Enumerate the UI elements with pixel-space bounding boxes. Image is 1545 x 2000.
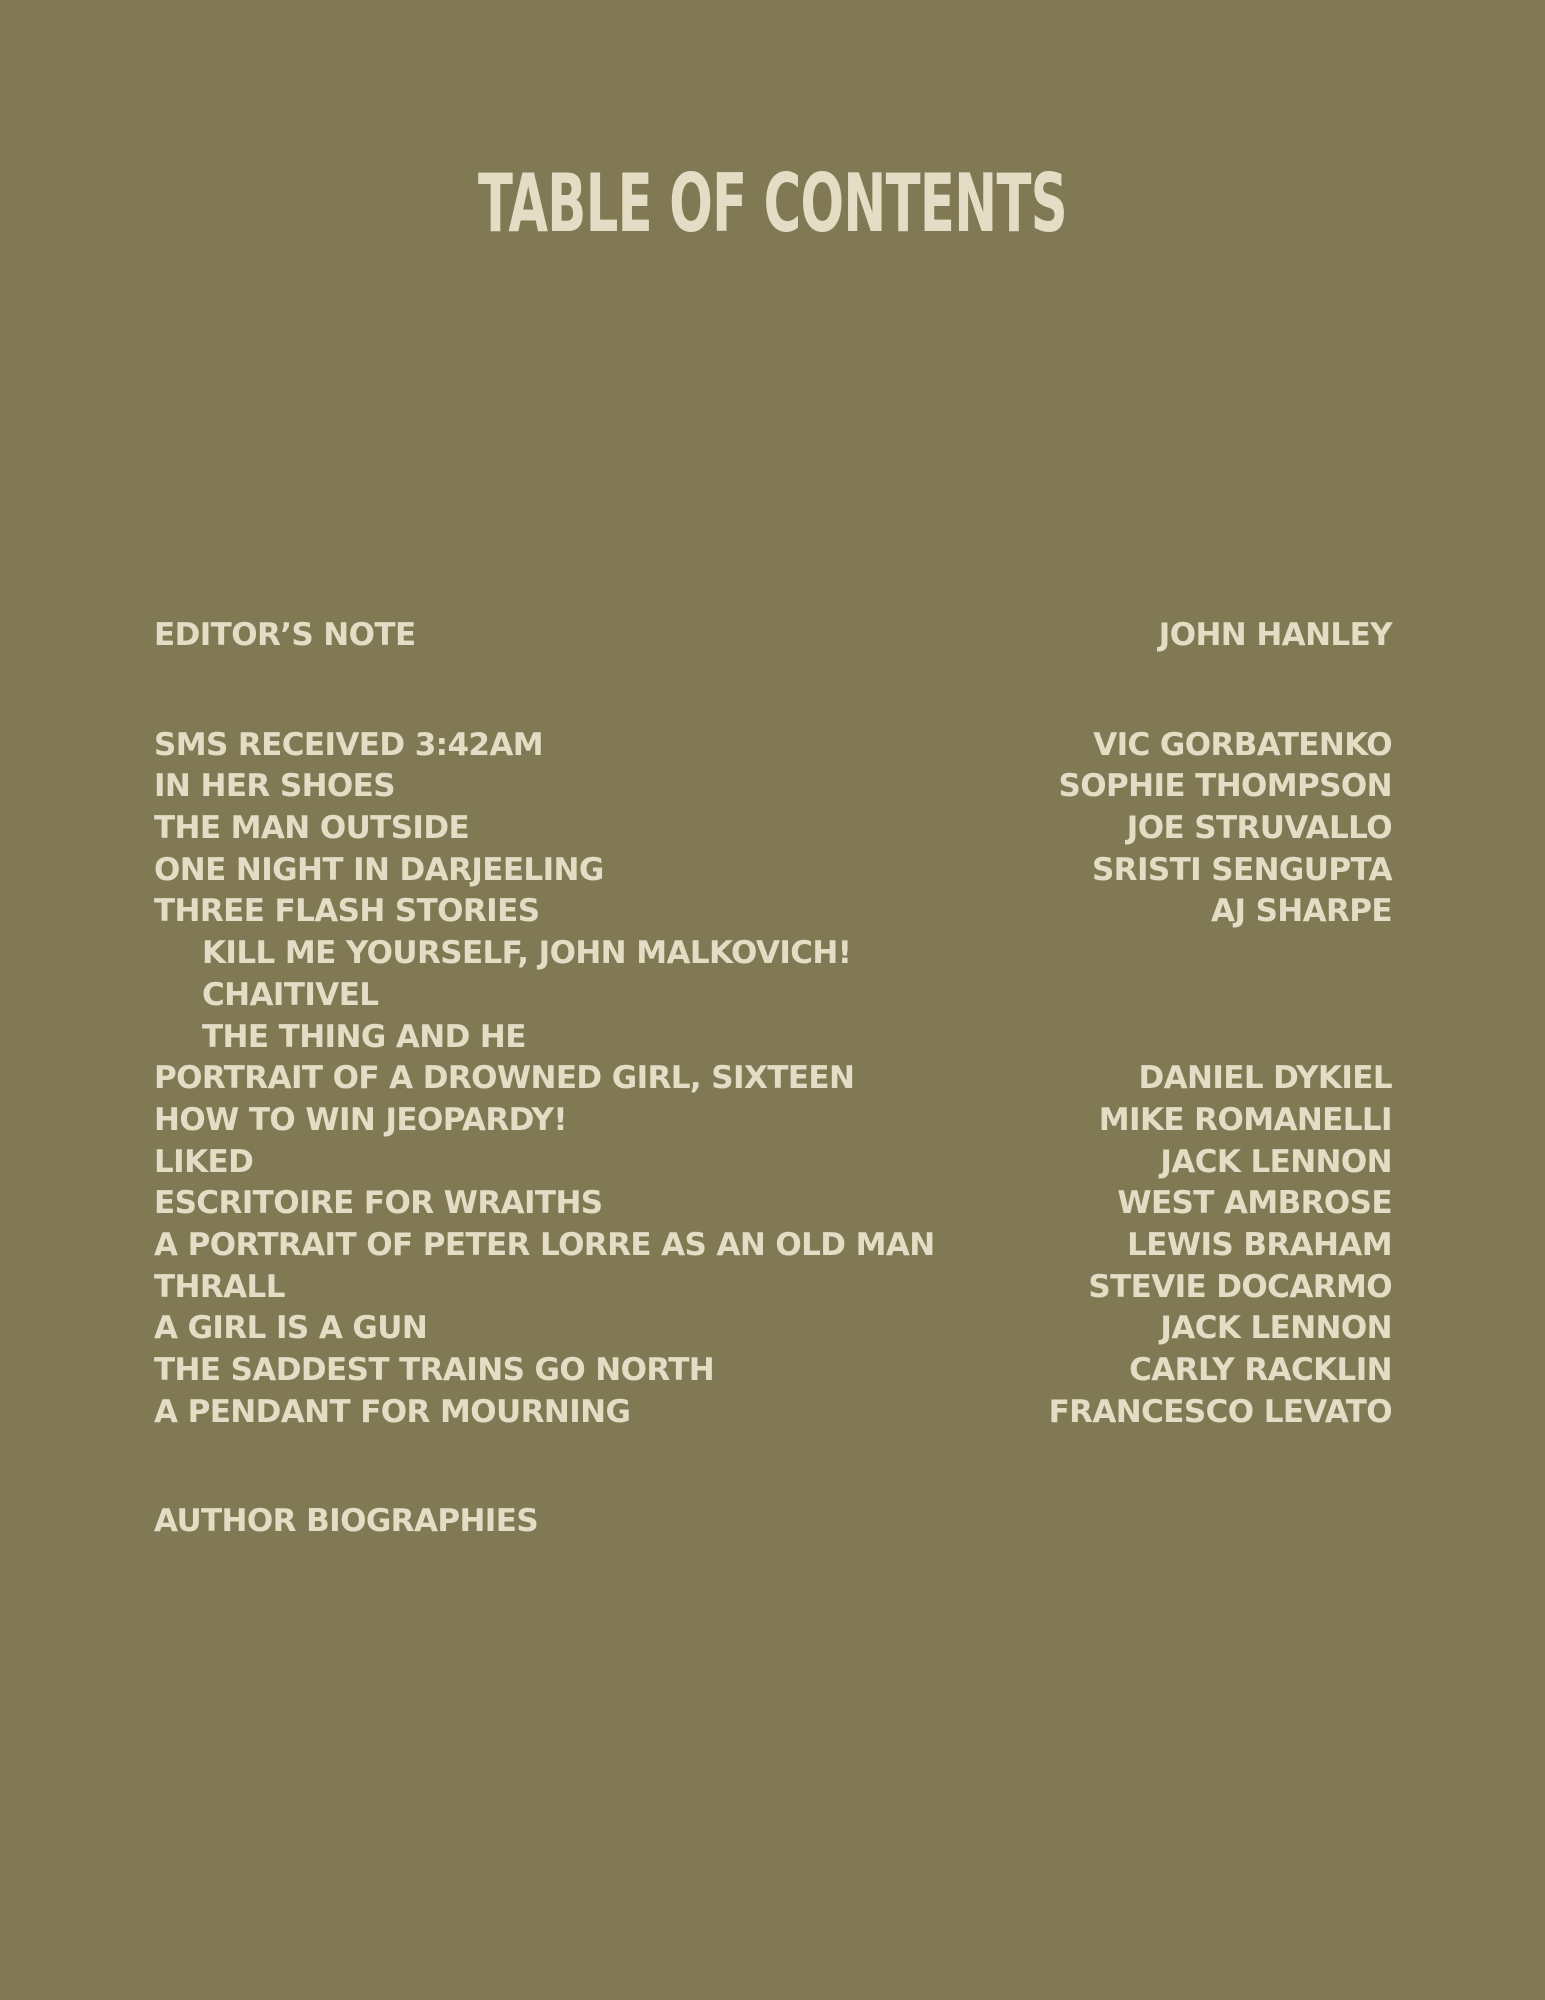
entry-title: THE THING AND HE bbox=[202, 1018, 526, 1055]
entry-title: ONE NIGHT IN DARJEELING bbox=[154, 851, 604, 888]
entry-title: A PORTRAIT OF PETER LORRE AS AN OLD MAN bbox=[154, 1226, 935, 1263]
toc-entry bbox=[154, 1100, 1392, 1142]
entry-author: VIC GORBATENKO bbox=[1093, 726, 1392, 763]
toc-entry bbox=[154, 1392, 1392, 1434]
toc-entry-author-biographies bbox=[154, 1501, 1392, 1543]
toc-entry bbox=[154, 1225, 1392, 1267]
entry-title: EDITOR’S NOTE bbox=[154, 617, 416, 653]
entry-title: KILL ME YOURSELF, JOHN MALKOVICH! bbox=[202, 935, 852, 972]
toc-entry bbox=[154, 766, 1392, 808]
entry-title: PORTRAIT OF A DROWNED GIRL, SIXTEEN bbox=[154, 1060, 855, 1097]
toc-entry bbox=[154, 725, 1392, 767]
toc-entry bbox=[154, 1183, 1392, 1225]
toc-entry bbox=[154, 1142, 1392, 1184]
toc-subentry bbox=[154, 933, 1392, 975]
entry-author: JOHN HANLEY bbox=[1158, 617, 1392, 653]
entry-title: AUTHOR BIOGRAPHIES bbox=[154, 1503, 539, 1540]
entry-author: SRISTI SENGUPTA bbox=[1091, 851, 1392, 888]
toc-entry bbox=[154, 1350, 1392, 1392]
entry-title: THRALL bbox=[154, 1268, 285, 1305]
entry-title: CHAITIVEL bbox=[202, 976, 379, 1013]
toc-entry bbox=[154, 1267, 1392, 1309]
entry-title: LIKED bbox=[154, 1143, 254, 1180]
entry-author: MIKE ROMANELLI bbox=[1098, 1101, 1392, 1138]
section-gap bbox=[154, 1433, 1392, 1501]
toc-subentry bbox=[154, 1017, 1392, 1059]
toc-entry bbox=[154, 891, 1392, 933]
entry-author: FRANCESCO LEVATO bbox=[1048, 1393, 1392, 1430]
entry-author: WEST AMBROSE bbox=[1117, 1185, 1392, 1222]
entry-author: SOPHIE THOMPSON bbox=[1058, 768, 1392, 805]
entry-author: LEWIS BRAHAM bbox=[1127, 1226, 1392, 1263]
entry-title: THREE FLASH STORIES bbox=[154, 893, 540, 930]
entry-author: DANIEL DYKIEL bbox=[1138, 1060, 1392, 1097]
toc-subentry bbox=[154, 975, 1392, 1017]
toc-entry-editors-note bbox=[154, 615, 1392, 657]
entry-author: JOE STRUVALLO bbox=[1126, 810, 1392, 847]
entry-title: ESCRITOIRE FOR WRAITHS bbox=[154, 1185, 603, 1222]
entry-title: A GIRL IS A GUN bbox=[154, 1310, 428, 1347]
entry-title: HOW TO WIN JEOPARDY! bbox=[154, 1101, 567, 1138]
toc-entry bbox=[154, 1308, 1392, 1350]
entry-title: THE MAN OUTSIDE bbox=[154, 810, 470, 847]
entry-title: SMS RECEIVED 3:42AM bbox=[154, 726, 544, 763]
toc-entry bbox=[154, 850, 1392, 892]
entry-title: A PENDANT FOR MOURNING bbox=[154, 1393, 631, 1430]
toc-entry bbox=[154, 1058, 1392, 1100]
entry-author: JACK LENNON bbox=[1160, 1143, 1392, 1180]
toc-entry bbox=[154, 808, 1392, 850]
entry-title: THE SADDEST TRAINS GO NORTH bbox=[154, 1352, 715, 1388]
section-gap bbox=[154, 657, 1392, 725]
page-title: TABLE OF CONTENTS bbox=[478, 157, 1067, 250]
entry-author: JACK LENNON bbox=[1160, 1310, 1392, 1347]
entry-author: AJ SHARPE bbox=[1211, 893, 1392, 930]
entry-title: IN HER SHOES bbox=[154, 768, 395, 805]
entry-author: CARLY RACKLIN bbox=[1129, 1352, 1392, 1388]
entry-author: STEVIE DOCARMO bbox=[1088, 1268, 1392, 1305]
toc-list bbox=[154, 615, 1392, 1543]
